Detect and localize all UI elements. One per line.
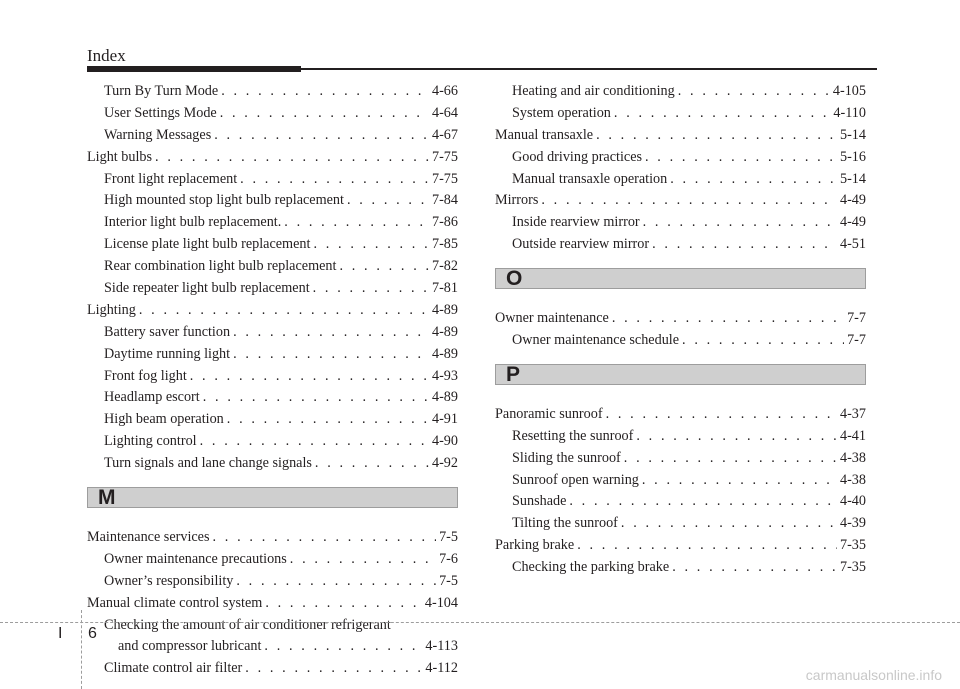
index-entry-page: 4-38 xyxy=(839,471,866,488)
index-entry-page: 7-82 xyxy=(431,258,458,275)
dot-leader xyxy=(213,527,437,549)
index-entry-text: Owner maintenance schedule xyxy=(512,332,680,349)
footer-page-number: 6 xyxy=(88,625,97,642)
index-entry-page: 7-75 xyxy=(431,170,458,187)
index-entry[interactable] xyxy=(495,491,866,513)
index-entry-text: Sliding the sunroof xyxy=(512,449,621,466)
index-entry-page: 5-16 xyxy=(839,148,866,165)
index-entry[interactable] xyxy=(87,527,458,549)
dot-leader xyxy=(190,366,429,388)
dot-leader xyxy=(652,234,837,256)
dot-leader xyxy=(672,557,837,579)
dot-leader xyxy=(577,535,837,557)
section-header-o xyxy=(495,268,866,289)
index-entry-text: Owner maintenance precautions xyxy=(104,550,287,567)
dot-leader xyxy=(245,658,422,680)
dot-leader xyxy=(233,322,429,344)
dot-leader xyxy=(621,513,837,535)
index-entry-text: High beam operation xyxy=(104,411,224,428)
dot-leader xyxy=(541,190,837,212)
index-entry-text: Panoramic sunroof xyxy=(495,405,603,422)
dot-leader xyxy=(220,103,429,125)
index-entry[interactable] xyxy=(495,557,866,579)
index-entry-page: 4-49 xyxy=(839,214,866,231)
dot-leader xyxy=(643,212,837,234)
index-entry-page: 4-37 xyxy=(839,405,866,422)
index-entry[interactable] xyxy=(495,234,866,256)
index-entry[interactable] xyxy=(87,103,458,125)
index-entry[interactable] xyxy=(87,549,458,571)
index-entry[interactable] xyxy=(87,453,458,475)
index-entry-page: 7-35 xyxy=(839,537,866,554)
footer-rule xyxy=(0,622,960,623)
index-entry-page: 4-105 xyxy=(832,83,866,99)
dot-leader xyxy=(290,549,436,571)
dot-leader xyxy=(233,344,429,366)
index-entry-text: Checking the parking brake xyxy=(512,559,670,576)
index-entry-page: 4-91 xyxy=(431,411,458,428)
section-letter: P xyxy=(506,362,521,386)
dot-leader xyxy=(214,125,429,147)
dot-leader xyxy=(313,278,429,300)
index-entry-page: 4-89 xyxy=(431,345,458,362)
dot-leader xyxy=(315,453,429,475)
dot-leader xyxy=(678,81,830,103)
index-entry-page: 7-35 xyxy=(839,559,866,576)
index-entry-page: 4-41 xyxy=(839,427,866,444)
index-entry[interactable] xyxy=(495,448,866,470)
index-entry[interactable] xyxy=(495,190,866,212)
dot-leader xyxy=(614,103,831,125)
index-entry-page: 4-93 xyxy=(431,367,458,384)
index-entry-page: 4-113 xyxy=(425,638,458,655)
footer-divider xyxy=(81,610,82,689)
index-entry-text: Battery saver function xyxy=(104,323,231,340)
index-entry-text: Manual transaxle operation xyxy=(512,170,668,187)
page-title: Index xyxy=(87,46,126,65)
index-entry[interactable] xyxy=(495,169,866,191)
index-entry[interactable] xyxy=(495,147,866,169)
index-entry[interactable] xyxy=(87,300,458,322)
index-entry[interactable] xyxy=(495,404,866,426)
dot-leader xyxy=(265,593,422,615)
index-entry-text: Climate control air filter xyxy=(104,660,243,677)
dot-leader xyxy=(227,409,429,431)
index-entry-page: 7-6 xyxy=(439,550,458,567)
index-entry[interactable] xyxy=(87,147,458,169)
index-entry-text: and compressor lubricant xyxy=(118,638,262,655)
index-entry[interactable] xyxy=(87,322,458,344)
dot-leader xyxy=(284,212,429,234)
index-entry-text: Resetting the sunroof xyxy=(512,427,634,444)
index-entry-page: 5-14 xyxy=(839,126,866,143)
index-entry[interactable] xyxy=(87,278,458,300)
dot-leader xyxy=(645,147,837,169)
dot-leader xyxy=(642,470,837,492)
index-entry[interactable] xyxy=(87,190,458,212)
dot-leader xyxy=(612,308,844,330)
section-header-p xyxy=(495,364,866,385)
dot-leader xyxy=(313,234,429,256)
index-entry[interactable] xyxy=(495,426,866,448)
index-entry-text: Lighting control xyxy=(104,433,197,450)
header-accent-bar xyxy=(87,66,301,72)
dot-leader xyxy=(203,387,429,409)
index-entry-text: Tilting the sunroof xyxy=(512,515,618,532)
index-entry-page: 7-7 xyxy=(847,332,866,349)
index-entry-page: 5-14 xyxy=(839,170,866,187)
section-header-m xyxy=(87,487,458,508)
footer-section-letter: I xyxy=(58,625,63,642)
index-entry[interactable] xyxy=(87,256,458,278)
index-entry-page: 4-89 xyxy=(431,323,458,340)
dot-leader xyxy=(606,404,837,426)
index-entry-page: 4-66 xyxy=(431,83,458,99)
dot-leader xyxy=(636,426,837,448)
index-entry-text: Warning Messages xyxy=(104,126,212,143)
dot-leader xyxy=(155,147,429,169)
index-entry-page: 4-89 xyxy=(431,389,458,406)
index-entry[interactable] xyxy=(495,212,866,234)
index-entry-page: 4-104 xyxy=(424,594,458,611)
index-entry-text: Turn By Turn Mode xyxy=(104,83,219,99)
index-entry-text: Checking the amount of air conditioner refrigerant xyxy=(104,616,391,633)
dot-leader xyxy=(139,300,429,322)
index-entry-page: 4-89 xyxy=(431,301,458,318)
index-entry[interactable] xyxy=(87,636,458,658)
index-entry-text: Lighting xyxy=(87,301,136,318)
index-entry[interactable] xyxy=(87,571,458,593)
index-entry-page: 4-64 xyxy=(431,104,458,121)
index-entry-text: Front light replacement xyxy=(104,170,238,187)
dot-leader xyxy=(624,448,837,470)
index-entry-text: User Settings Mode xyxy=(104,104,217,121)
dot-leader xyxy=(682,330,844,352)
index-entry-text: Rear combination light bulb replacement xyxy=(104,258,337,275)
index-entry[interactable] xyxy=(495,81,866,103)
index-entry-text: Side repeater light bulb replacement xyxy=(104,280,310,297)
index-entry[interactable] xyxy=(495,125,866,147)
index-entry-page: 7-81 xyxy=(431,280,458,297)
dot-leader xyxy=(240,169,429,191)
index-entry[interactable] xyxy=(87,169,458,191)
index-entry[interactable] xyxy=(495,103,866,125)
index-entry-text: Inside rearview mirror xyxy=(512,214,640,231)
index-entry-text: Daytime running light xyxy=(104,345,231,362)
index-entry-page: 4-67 xyxy=(431,126,458,143)
index-entry-text: Good driving practices xyxy=(512,148,643,165)
index-entry-page: 7-5 xyxy=(439,572,458,589)
dot-leader xyxy=(200,431,429,453)
dot-leader xyxy=(596,125,837,147)
index-entry-text: Heating and air conditioning xyxy=(512,83,675,99)
index-entry-page: 7-85 xyxy=(431,236,458,253)
index-entry-text: Light bulbs xyxy=(87,148,153,165)
index-entry-page: 7-75 xyxy=(431,148,458,165)
index-entry-text: Front fog light xyxy=(104,367,187,384)
index-entry[interactable] xyxy=(87,125,458,147)
index-column-right xyxy=(495,81,866,579)
index-entry[interactable] xyxy=(87,387,458,409)
index-entry[interactable] xyxy=(495,513,866,535)
index-entry[interactable] xyxy=(87,658,458,680)
watermark: carmanualsonline.info xyxy=(805,667,942,683)
section-letter: O xyxy=(506,267,523,291)
index-entry-text: Owner maintenance xyxy=(495,310,609,327)
index-entry-text: Mirrors xyxy=(495,192,539,209)
index-entry-text: Manual transaxle xyxy=(495,126,594,143)
index-entry-text: Sunshade xyxy=(512,493,567,510)
index-entry[interactable] xyxy=(495,470,866,492)
dot-leader xyxy=(569,491,837,513)
index-column-left xyxy=(87,81,458,680)
index-entry-page: 4-51 xyxy=(839,236,866,253)
index-entry-page: 4-49 xyxy=(839,192,866,209)
index-entry[interactable] xyxy=(87,234,458,256)
index-entry[interactable] xyxy=(87,212,458,234)
index-entry[interactable] xyxy=(87,593,458,615)
index-entry[interactable] xyxy=(87,409,458,431)
index-entry[interactable] xyxy=(87,431,458,453)
index-entry-page: 4-90 xyxy=(431,433,458,450)
section-letter: M xyxy=(98,486,116,510)
index-entry[interactable] xyxy=(87,615,458,637)
index-entry-page: 4-112 xyxy=(425,660,458,677)
index-entry-text: Outside rearview mirror xyxy=(512,236,650,253)
index-entry[interactable] xyxy=(87,344,458,366)
index-entry-page: 7-86 xyxy=(431,214,458,231)
index-entry[interactable] xyxy=(87,81,458,103)
index-entry-text: Interior light bulb replacement. xyxy=(104,214,282,231)
dot-leader xyxy=(221,81,429,103)
index-entry-page: 4-110 xyxy=(833,104,866,121)
dot-leader xyxy=(670,169,837,191)
index-entry-text: High mounted stop light bulb replacement xyxy=(104,192,344,209)
index-entry[interactable] xyxy=(87,366,458,388)
index-entry-text: Maintenance services xyxy=(87,529,210,546)
dot-leader xyxy=(347,190,429,212)
index-entry-text: Owner’s responsibility xyxy=(104,572,234,589)
index-entry-text: System operation xyxy=(512,104,611,121)
index-entry-text: Sunroof open warning xyxy=(512,471,639,488)
index-entry-page: 4-40 xyxy=(839,493,866,510)
index-entry-text: Parking brake xyxy=(495,537,575,554)
dot-leader xyxy=(236,571,436,593)
index-entry-page: 7-7 xyxy=(847,310,866,327)
index-entry-page: 4-38 xyxy=(839,449,866,466)
index-entry-text: Turn signals and lane change signals xyxy=(104,455,312,472)
index-entry[interactable] xyxy=(495,308,866,330)
dot-leader xyxy=(264,636,422,658)
index-entry-page: 7-5 xyxy=(439,529,458,546)
index-entry-text: License plate light bulb replacement xyxy=(104,236,311,253)
index-entry-page: 7-84 xyxy=(431,192,458,209)
index-entry-page: 4-92 xyxy=(431,455,458,472)
index-entry-page: 4-39 xyxy=(839,515,866,532)
dot-leader xyxy=(339,256,429,278)
index-entry-text: Headlamp escort xyxy=(104,389,200,406)
index-entry[interactable] xyxy=(495,330,866,352)
index-entry-text: Manual climate control system xyxy=(87,594,263,611)
index-entry[interactable] xyxy=(495,535,866,557)
